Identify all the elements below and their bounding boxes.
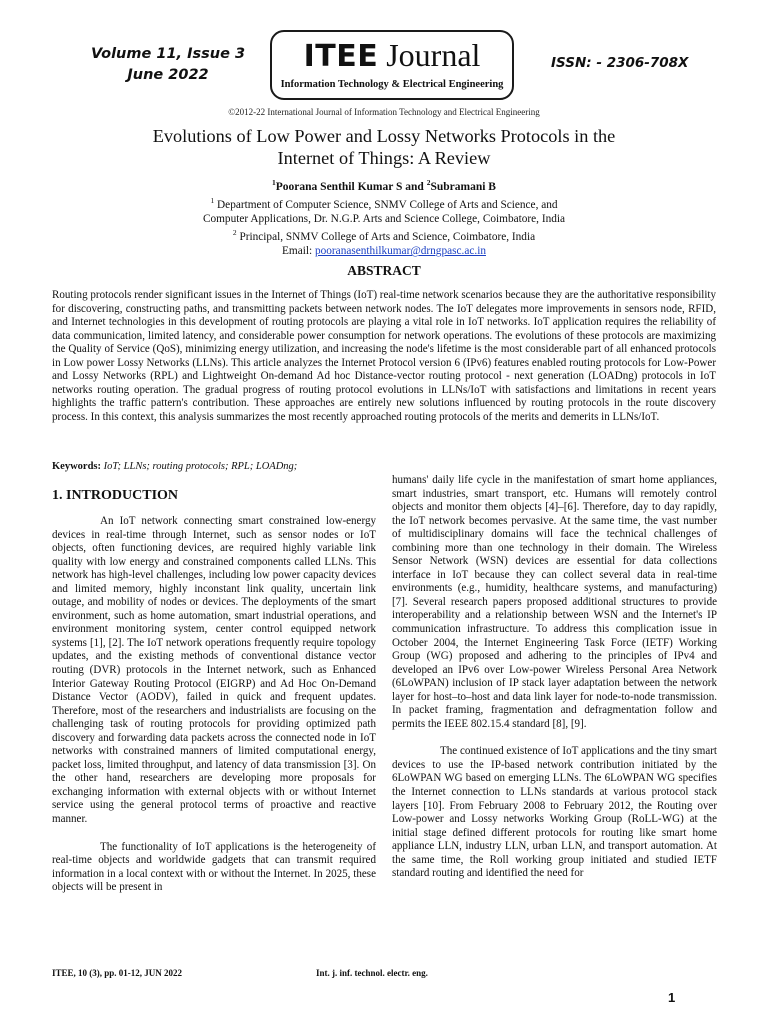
keywords-list: IoT; LLNs; routing protocols; RPL; LOADng;: [101, 461, 298, 472]
logo-journal: Journal: [378, 37, 481, 73]
paragraph: The continued existence of IoT applications and the tiny smart devices to use the IP-based network contribution initiated by the 6LoWPAN WG based on emerging LLNs. The 6LoWPAN WG specifies the Internet connection to LLNs standards at various protocol stack layers [10]. From February 2008 to February 2012, the Routing over Low-power and Lossy networks Working Group (RoLL-WG) at the initial stage defined different protocols for routing like smart home appliance LLN, industry LLN, urban LLN, and transport automation. At the same time, the Roll working group initiated and studied IETF standard routing and identified the need for: [392, 745, 717, 880]
authors: [0, 178, 768, 193]
paragraph: The functionality of IoT applications is the heterogeneity of real-time objects and worldwide gadgets that can transmit required information in a local context with or without the Internet. In 2025, these objects will be present in: [52, 840, 376, 894]
logo-itee: ITEE: [303, 39, 379, 74]
paper-title: [84, 125, 684, 169]
email-label: Email:: [282, 245, 315, 258]
author-2: Subramani B: [430, 180, 496, 193]
section-heading-introduction: 1. INTRODUCTION: [52, 488, 179, 503]
left-column: [52, 486, 376, 895]
affiliations: [0, 194, 768, 258]
abstract-heading: ABSTRACT: [347, 263, 421, 278]
affil2-text: Principal, SNMV College of Arts and Science, Coimbatore, India: [236, 230, 536, 243]
abstract-text: Routing protocols render significant issues in the Internet of Things (IoT) real-time network scenarios because they are the authoritative responsibility for discovering, constructing paths, and transmitting packets between network nodes. The IoT delegates more improvements in sensors node, RFID, and Internet technologies in this development of routing protocols are playing a vital role in IoT networks. IoT application requires the reliability of data communication, limited latency, and considerable power consumption for network operations. The evolutions of these protocols are maximizing the Quality of Service (QoS), minimizing energy utilization, and increasing the node's lifetime is the most considerable part of all enhanced protocols in Low power Lossy Networks (LLNs). This article analyzes the Internet Protocol version 6 (IPv6) features enabled routing protocols for Low-Power and Lossy Networks (RPL) and Lightweight On-demand Ad hoc Distance-vector routing protocol - next generation (LOADng) protocols in IoT networks routing operation. The gradual progress of routing protocol evolutions in LLNs/IoT with satisfactions and limitations in recent years highlights the traffic pattern's contribution. These approaches are entirely new solutions influenced by routing protocols in the route discovery process. In this context, this analysis summarizes the most recently approached routing protocols of the merits and demerits in LLNs/IoT.: [52, 289, 716, 423]
copyright-line: ©2012-22 International Journal of Information Technology and Electrical Engineering: [228, 107, 540, 117]
email-line: [0, 244, 768, 258]
footer-journal-abbrev: Int. j. inf. technol. electr. eng.: [316, 968, 428, 978]
volume-issue: Volume 11, Issue 3: [90, 46, 246, 62]
affiliation-1: [0, 194, 768, 212]
affil1-line2: Computer Applications, Dr. N.G.P. Arts and Science College, Coimbatore, India: [202, 212, 566, 225]
affil2-marker: 2: [232, 228, 237, 238]
keywords: [52, 461, 297, 472]
paragraph: An IoT network connecting smart constrained low-energy devices in real-time through Internet, such as sensor nodes or IoT objects, often functioning devices, are required highly variable link quality with low energy and constrained components called LLNs. This network has high-level challenges, including low power capacity devices and limited memory, highly inconstant link quality, uncertain link outage, and mobility of nodes or devices. The deployments of the smart environment, such as home automation, smart industrial operations, and environment monitoring system, center control equipped network systems [1], [2]. The IoT network operations frequently require topology updates, and the existing methods of conventional distance vector routing (DVR) protocols in the Internet network, such as Enhanced Interior Gateway Routing Protocol (EIGRP) and Ad Hoc On-Demand Distance Vector (AODV), failed in quick and frequent updates. Therefore, most of the researchers and industrialists are focusing on the challenging task of routing protocols for providing optimized path discovery and forwarding data packets across the connected node in IoT networks with constrained manners of limited computational energy, packet loss, limited throughput, and latency of data transmission [3]. On the other hand, researchers are developing more proposals for exchanging information with external objects with or without Internet service using the general protocol terms of proactive and reactive manner.: [52, 515, 376, 826]
affil1-line1: Department of Computer Science, SNMV College of Arts and Science, and: [214, 198, 558, 211]
author-conjunction: and: [402, 180, 427, 193]
logo-subtitle: Information Technology & Electrical Engineering: [280, 79, 504, 90]
author2-marker: 2: [426, 178, 431, 187]
logo-title: [272, 38, 512, 74]
title-line-2: Internet of Things: A Review: [277, 148, 491, 168]
author1-marker: 1: [272, 178, 276, 187]
paragraph: humans' daily life cycle in the manifestation of smart home appliances, smart industries, smart transport, etc. Humans will remotely control objects and monitor them objects [4]–[6]. Therefore, day to day rapidly, the IoT network becomes pervasive. At the same time, the vast number of multidisciplinary domains will face the technical challenges of combining more than one technology in their domain. The Wireless Sensor Network (WSN) devices are essential for data collections interface in IoT because they can collect several data in real-time environments (e.g., humidity, healthcare systems, and manufacturing) [7]. Several research papers proposed additional structures to provide interoperability and a relationship between WSN and the Internet's IP communication infrastructure. To address this complication issue in October 2004, the Internet Engineering Task Force (IETF) Working Group (WG) proposed and adhering to the principles of IPv4 and developed an IPv6 over Low-power Wireless Personal Area Network (6LoWPAN) inclusion of IP stack layer adaptation between the network layer for host–to–host and data link layer for node-to-node transmission. In packet framing, fragmentation and defragmentation follow and permits the IEEE 802.15.4 standard [8], [9].: [392, 474, 717, 730]
footer-citation: ITEE, 10 (3), pp. 01-12, JUN 2022: [52, 968, 183, 978]
issue-date: June 2022: [127, 67, 209, 83]
right-column: [392, 474, 717, 881]
volume-issue-block: [88, 44, 248, 86]
issn: ISSN: - 2306-708X: [551, 55, 689, 71]
title-line-1: Evolutions of Low Power and Lossy Networks Protocols in the: [152, 126, 616, 146]
affil1-marker: 1: [210, 196, 215, 205]
author-1: Poorana Senthil Kumar S: [275, 180, 403, 193]
email-link[interactable]: pooranasenthilkumar@drngpasc.ac.in: [314, 245, 486, 258]
page-number: 1: [668, 990, 676, 1005]
keywords-label: Keywords:: [52, 461, 101, 472]
affiliation-2: [0, 226, 768, 244]
journal-logo: [270, 30, 514, 100]
